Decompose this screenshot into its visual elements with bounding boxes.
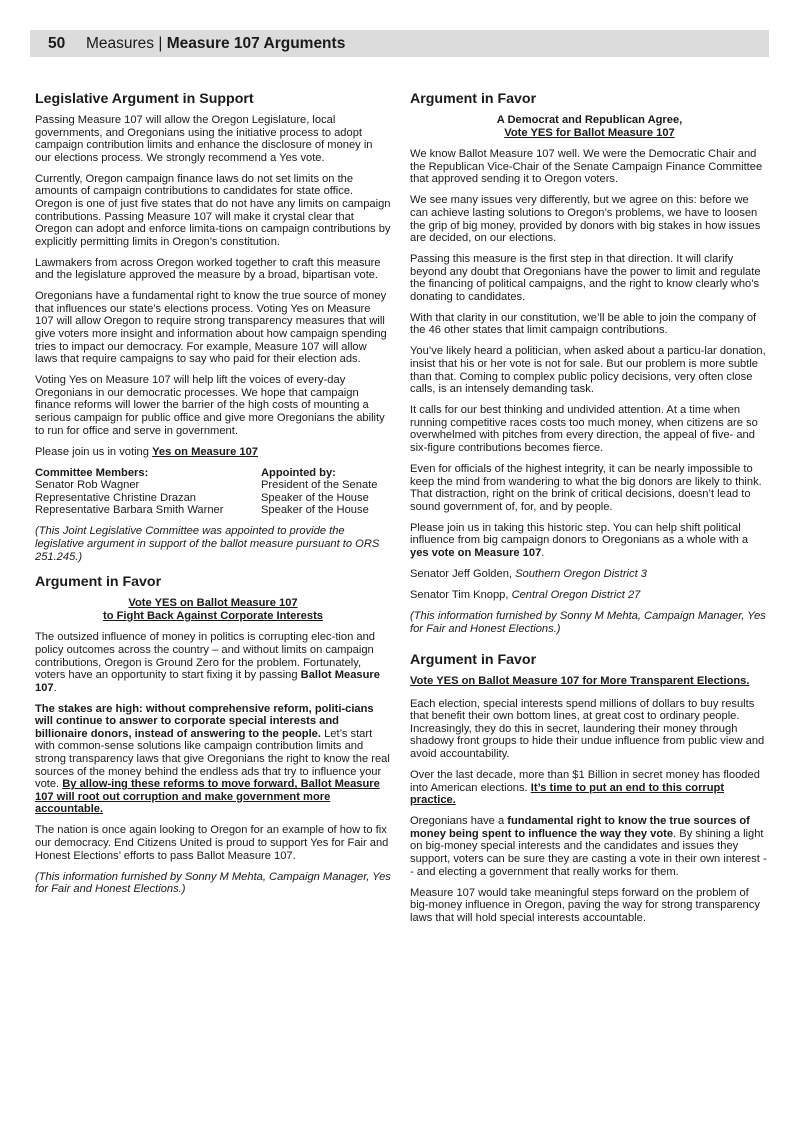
right-favor2-p2-text: Over the last decade, more than $1 Billion in secret money has flooded into American elections. [410, 769, 760, 794]
right-favor2-p3-end: . By shining a light on big-money special interests and the candidates and issues they support, voters can be sure they are casting a vote in their own interest -- and electing a government that really works for them. [410, 827, 767, 878]
join-prefix: Please join us in voting [35, 445, 153, 458]
legislative-join [35, 446, 391, 459]
left-favor-sub1: Vote YES on Ballot Measure 107 [128, 597, 298, 610]
join-emphasis: Yes on Measure 107 [152, 445, 258, 458]
right-favor1-heading: Argument in Favor [410, 91, 537, 107]
member-name: Representative Christine Drazan [35, 491, 196, 504]
right-favor1-p8-end: . [541, 546, 545, 559]
right-column [410, 90, 769, 933]
left-favor-p1-bold: Ballot Measure 107 [35, 669, 380, 694]
left-favor-p2-bold: The stakes are high: without comprehensive reform, politi-cians will continue to answer to corporate special interests and billionaire donors, instead of answering to the people. [35, 702, 374, 740]
right-favor2-p1: Each election, special interests spend millions of dollars to buy results that benefit their own bottom lines, at great cost to ordinary people. Increasingly, they do this in secret, laundering their money through shadowy front groups to hide their undue influence from public view and avoid accountability. [410, 697, 765, 761]
sig1-district: Southern Oregon District 3 [515, 567, 647, 580]
legislative-p1: Passing Measure 107 will allow the Oregon Legislature, local governments, and Oregonians using the initiative process to adopt campaign contribution limits and enhance the disclosure of money in our elections process. We strongly recommend a Yes vote. [35, 114, 373, 164]
right-favor1-p3: Passing this measure is the first step in that direction. It will clarify beyond any doubt that Oregonians have the power to limit and regulate the financing of political campaigns, and the right to know clearly who’s donating to candidates. [410, 253, 761, 303]
right-favor1-p4: With that clarity in our constitution, we’ll be able to join the company of the 46 other states that limit campaign contributions. [410, 311, 757, 337]
committee-header: Committee Members: [35, 466, 149, 479]
member-appointed: Speaker of the House [261, 491, 369, 504]
left-favor-p2-emphasis: By allow-ing these reforms to move forward, Ballot Measure 107 will root out corruption and make government more accountable. [35, 778, 380, 816]
right-favor2-p3-text: Oregonians have a [410, 815, 508, 828]
right-favor2-p2-emphasis: It’s time to put an end to this corrupt practice. [410, 781, 725, 807]
right-favor1-p6: It calls for our best thinking and undivided attention. At a time when running competitive races costs too much money, when citizens are so overwhelmed with pitches from every direction, the appeal of five- and six-figure contributions becomes fierce. [410, 404, 758, 455]
member-name: Senator Rob Wagner [35, 479, 140, 492]
left-favor-p1 [35, 631, 391, 694]
right-favor1-p8-text: Please join us in taking this historic step. You can help shift political influence from big campaign donors to Oregonians as a whole with a [410, 521, 749, 547]
committee-table [35, 467, 391, 517]
left-favor-p3: The nation is once again looking to Oregon for an example of how to fix our democracy. End Citizens United is proud to support Yes for Fair and Honest Elections’ efforts to pass Ballot Measure 107. [35, 824, 389, 862]
legislative-p5: Voting Yes on Measure 107 will help lift the voices of every-day Oregonians in our democratic processes. We hope that campaign finance reforms will lower the barrier of the high costs of mounting a serious campaign for public office and give more Oregonians the ability to run for office and serve in government. [35, 374, 385, 437]
legislative-heading: Legislative Argument in Support [35, 91, 254, 107]
signature-knopp [410, 589, 769, 602]
signature-golden [410, 568, 769, 581]
section-label: Measures | [86, 34, 167, 52]
left-favor-heading: Argument in Favor [35, 574, 162, 591]
legislative-p4: Oregonians have a fundamental right to know the true source of money that influences our state’s elections process. Voting Yes on Measure 107 will allow Oregon to require strong transparency measures that will give voters more insight and information about how campaign spending tries to impact our democracy. For example, Measure 107 will allow laws that require campaigns to say who paid for their election ads. [35, 290, 387, 366]
legislative-p3: Lawmakers from across Oregon worked together to craft this measure and the legislature approved the measure by a broad, bipartisan vote. [35, 256, 381, 282]
member-appointed: Speaker of the House [261, 504, 369, 517]
section-title [86, 35, 345, 53]
right-favor1-p5: You’ve likely heard a politician, when asked about a particu-lar donation, insist that his or her vote is not for sale. But our problem is more subtle than that. Coming to complex public policy decisions, very often close calls, is an intensely demanding task. [410, 345, 766, 396]
right-favor2-subline: Vote YES on Ballot Measure 107 for More Transparent Elections. [410, 675, 750, 688]
right-favor1-p2: We see many issues very differently, but we agree on this: before we can achieve lasting solutions to Oregon’s problems, we have to loosen the grip of big money, provided by donors with big stakes in how issues are decided, on our elections. [410, 194, 761, 245]
right-favor2-p2 [410, 769, 769, 807]
right-favor2-p3-bold: fundamental right to know the true sources of money being spent to influence the way they vote [410, 815, 750, 840]
right-favor1-sub1: A Democrat and Republican Agree, [496, 114, 683, 126]
left-favor-note: (This information furnished by Sonny M Mehta, Campaign Manager, Yes for Fair and Honest Elections.) [35, 870, 391, 896]
left-column [35, 90, 391, 904]
right-favor2-p4: Measure 107 would take meaningful steps forward on the problem of big-money influence in Oregon, paving the way for strong transparency laws that will hold special interests accountable. [410, 886, 760, 924]
page-number: 50 [48, 34, 66, 52]
left-favor-p1-end: . [53, 681, 57, 694]
left-favor-subtitle [35, 597, 391, 622]
member-appointed: President of the Senate [261, 479, 378, 492]
right-favor2-p3 [410, 815, 769, 878]
right-favor1-note: (This information furnished by Sonny M Mehta, Campaign Manager, Yes for Fair and Honest Elections.) [410, 609, 766, 635]
page-header [30, 30, 769, 57]
sig2-district: Central Oregon District 27 [511, 588, 641, 601]
sig1-name: Senator Jeff Golden, [410, 567, 516, 580]
legislative-p2: Currently, Oregon campaign finance laws do not set limits on the amounts of campaign contributions to candidates for state office. Oregon is one of just five states that do not have any limits on campaign contributions. Passing Measure 107 will make it crystal clear that Oregon can adopt and enforce limita-tions on campaign contributions by explicitly permitting limits in Oregon’s constitution. [35, 172, 391, 248]
right-favor1-p8-bold: yes vote on Measure 107 [410, 546, 542, 559]
left-favor-p2-text: Let’s start with common-sense solutions like campaign contribution limits and strong transparency laws that give Oregonians the right to know the real sources of the money behind the endless ads that try to influence your vote. [35, 727, 390, 791]
right-favor1-p7: Even for officials of the highest integrity, it can be nearly impossible to keep the mind from wandering to what the big donors are likely to think. That distraction, right on the brink of critical decisions, doesn’t lead to sound government of, for, and by people. [410, 463, 762, 513]
left-favor-p1-text: The outsized influence of money in politics is corrupting elec-tion and policy outcomes across the country – and without limits on campaign contributions, Oregon is Ground Zero for the problem. Fortunately, voters have an opportunity to start fixing it by passing [35, 631, 375, 682]
member-name: Representative Barbara Smith Warner [35, 504, 224, 517]
right-favor1-p1: We know Ballot Measure 107 well. We were the Democratic Chair and the Republican Vice-Chair of the Senate Campaign Finance Committee that approved sending it to Oregon voters. [410, 148, 763, 186]
left-favor-sub2: to Fight Back Against Corporate Interests [103, 609, 323, 622]
right-favor1-sub2: Vote YES for Ballot Measure 107 [504, 126, 675, 139]
section-name: Measure 107 Arguments [166, 34, 346, 52]
sig2-name: Senator Tim Knopp, [410, 588, 512, 601]
left-favor-p2 [35, 703, 391, 816]
right-favor2-heading: Argument in Favor [410, 652, 537, 669]
right-favor1-subtitle [410, 114, 769, 139]
appointed-header: Appointed by: [261, 466, 336, 479]
right-favor1-p8 [410, 522, 769, 560]
legislative-note: (This Joint Legislative Committee was appointed to provide the legislative argument in support of the ballot measure pursuant to ORS 251.245.) [35, 525, 380, 563]
